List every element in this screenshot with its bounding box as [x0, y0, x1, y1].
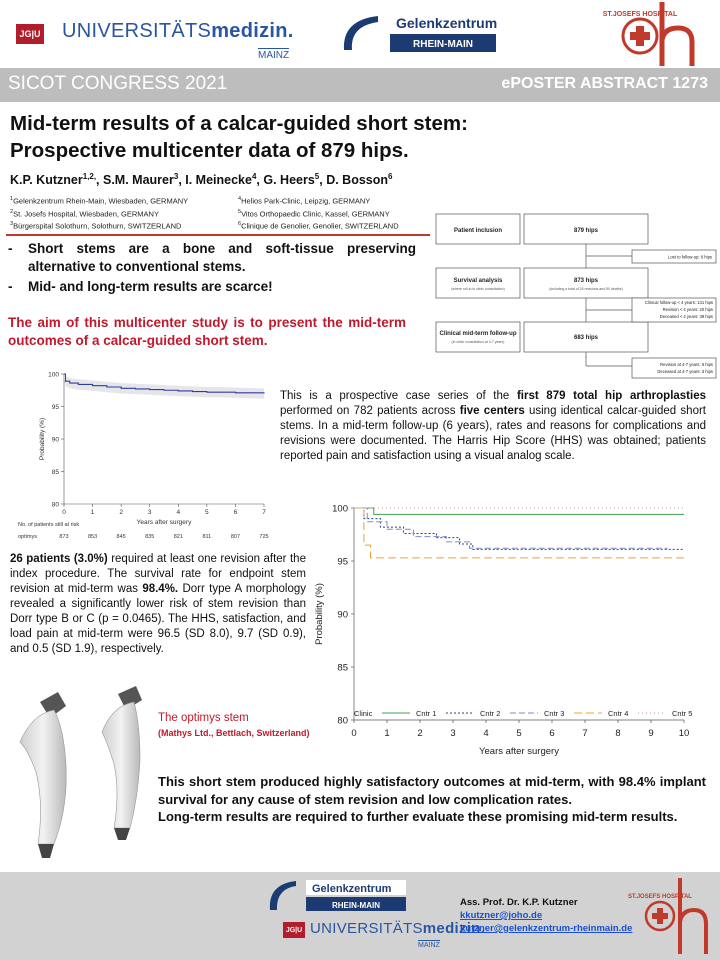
uni-bold: medizin. [211, 20, 294, 42]
flow-side-text: Lost to follow-up: 6 hips [668, 254, 712, 260]
y-tick-label: 85 [51, 469, 59, 476]
footer-stj-text: ST.JOSEFS HOSPITAL [628, 894, 692, 900]
unimedizin-logo [62, 20, 294, 43]
y-tick-label: 80 [337, 715, 348, 727]
conclusion-p1: This short stem produced highly satisfactory outcomes at mid-term, with 98.4% implant survival for any cause of stem revision and low complication rates. [158, 774, 706, 807]
title-line-2: Prospective multicenter data of 879 hips. [10, 139, 409, 162]
y-tick-label: 95 [51, 404, 59, 411]
legend-label: Cntr 4 [608, 709, 629, 718]
footer-gz-sub: RHEIN-MAIN [332, 901, 380, 910]
stem-caption [158, 712, 310, 738]
risk-table-value: 811 [202, 534, 212, 540]
risk-table-title: No. of patients still at risk [18, 522, 80, 528]
risk-table-row-label: optimys [18, 534, 37, 540]
x-tick-label: 9 [648, 728, 654, 739]
x-tick-label: 6 [549, 728, 555, 739]
footer-uni-sub: MAINZ [418, 942, 440, 949]
contact-name: Ass. Prof. Dr. K.P. Kutzner [460, 897, 578, 908]
gz-name: Gelenkzentrum [396, 15, 498, 31]
legend-label: Cntr 1 [416, 709, 437, 718]
legend-label: Cntr 5 [672, 709, 693, 718]
optimys-stem-image [10, 688, 158, 868]
bullet-item: - Short stems are a bone and soft-tissue preserving alternative to conventional stems. [8, 241, 416, 274]
flow-side-text: Deceased at 4-7 years: 3 hips [657, 369, 713, 374]
legend-label: Cntr 3 [544, 709, 565, 718]
author: G. Heers$^5$, [263, 172, 327, 188]
x-tick-label: 4 [483, 728, 489, 739]
author: S.M. Maurer$^3$, [103, 172, 186, 188]
x-axis-label: Years after surgery [136, 519, 192, 526]
poster-title [10, 110, 710, 164]
y-tick-label: 95 [337, 556, 348, 568]
abstract-number: ePOSTER ABSTRACT 1273 [501, 75, 708, 92]
risk-table-value: 853 [87, 534, 98, 540]
author-list [10, 172, 392, 187]
footer-unimedizin-logo: UNIVERSITÄTSmedizin. [310, 920, 486, 937]
y-tick-label: 100 [48, 371, 59, 379]
flow-node-label: Clinical mid-term follow-up [439, 331, 517, 337]
affiliation: $^5$Vitos Orthopaedic Clinic, Kassel, GERMANY [238, 208, 390, 218]
affiliation: $^6$Clinique de Genolier, Genolier, SWITZERLAND [238, 221, 399, 231]
x-tick-label: 6 [233, 509, 238, 516]
affiliations-left [10, 194, 188, 232]
series-line-cntr-4 [354, 508, 684, 558]
survival-chart-by-center [308, 496, 710, 762]
x-tick-label: 10 [678, 728, 690, 739]
st-josefs-logo [602, 0, 702, 68]
conclusion-p2: Long-term results are required to further evaluate these promising mid-term results. [158, 809, 678, 824]
x-tick-label: 5 [205, 509, 209, 516]
x-tick-label: 0 [62, 509, 66, 516]
background-bullets [8, 240, 416, 298]
footer-gz-logo [266, 878, 438, 914]
methods-paragraph: This is a prospective case series of the first 879 total hip arthroplasties performed on 782 patients across five centers using identical calcar-guided short stems. In a mid-term follow-up (6 years), rates and reasons for complications and revisions were documented. The Harris Hip Score (HHS) was obtained; patients reported pain and satisfaction using a visual analog scale. [280, 390, 706, 462]
flow-node-label: Survival analysis [453, 278, 503, 284]
title-line-1: Mid-term results of a calcar-guided short stem: [10, 112, 468, 135]
x-tick-label: 1 [90, 509, 95, 516]
survival-chart-overall [14, 368, 270, 544]
footer-st-josefs-logo [628, 874, 712, 958]
flow-side-text: Revision at 4-7 years: 6 hips [660, 362, 713, 367]
author: I. Meinecke$^4$, [185, 172, 264, 188]
confidence-band [64, 374, 264, 399]
flow-node-value: 879 hips [573, 228, 599, 234]
x-tick-label: 4 [176, 509, 181, 516]
stem-caption-maker: (Mathys Ltd., Bettlach, Switzerland) [158, 728, 310, 738]
uni-sub: MAINZ [258, 50, 290, 61]
y-tick-label: 90 [51, 436, 59, 444]
risk-table-value: 835 [145, 534, 155, 540]
footer-jgu-logo: JG|U [283, 922, 305, 938]
y-axis-label: Probability (%) [314, 583, 325, 645]
y-tick-label: 100 [332, 503, 348, 515]
x-tick-label: 7 [582, 728, 588, 739]
affiliation: $^3$Bürgerspital Solothurn, Solothurn, SWITZERLAND [10, 221, 182, 231]
congress-label: SICOT CONGRESS 2021 [8, 73, 228, 94]
y-axis-label: Probability (%) [39, 417, 46, 461]
aim-statement: The aim of this multicenter study is to present the mid-term outcomes of a calcar-guided short stem. [8, 315, 406, 348]
author: D. Bosson$^6$ [326, 172, 393, 188]
affiliation: $^1$Gelenkzentrum Rhein-Main, Wiesbaden, GERMANY [10, 196, 189, 206]
series-line-cntr-1 [354, 508, 684, 514]
x-tick-label: 0 [351, 728, 357, 739]
patient-flowchart [432, 208, 718, 358]
stem-left [20, 692, 66, 858]
flow-side-text: Revision < 4 years: 20 hips [662, 307, 713, 312]
flow-side-text: Clinical follow-up < 4 years: 131 hips [644, 300, 713, 305]
contact-email-2[interactable]: kutzner@gelenkzentrum-rheinmain.de [460, 923, 633, 934]
risk-table-value: 873 [59, 534, 69, 540]
bullet-item: - Mid- and long-term results are scarce! [8, 279, 273, 294]
y-tick-label: 85 [337, 662, 348, 674]
legend-label: Cntr 2 [480, 709, 501, 718]
x-tick-label: 3 [147, 509, 152, 516]
affiliations-right [238, 194, 399, 232]
y-tick-label: 90 [337, 609, 348, 621]
risk-table-value: 845 [116, 534, 126, 540]
contact-email-1[interactable]: kkutzner@joho.de [460, 910, 543, 921]
flow-node-sub: (where roll-in in clinic consultation) [451, 287, 505, 291]
flow-node-sub: (in clinic consultation at 4-7 years) [451, 340, 505, 344]
x-tick-label: 3 [450, 728, 456, 739]
affiliation: $^2$St. Josefs Hospital, Wiesbaden, GERMANY [10, 208, 159, 218]
gelenkzentrum-logo [338, 12, 498, 56]
footer-gz-name: Gelenkzentrum [312, 883, 392, 895]
stj-text: ST.JOSEFS HOSPITAL [602, 11, 678, 18]
affiliation: $^4$Helios Park-Clinic, Leipzig, GERMANY [238, 196, 371, 206]
stem-right [102, 686, 142, 840]
jgu-logo: JG|U [16, 24, 44, 44]
conclusion [158, 773, 706, 826]
x-axis-label: Years after surgery [479, 746, 559, 757]
x-tick-label: 2 [119, 509, 123, 516]
author: K.P. Kutzner$^{1,2,}$, [10, 172, 103, 188]
uni-prefix: UNIVERSITÄTS [62, 20, 212, 42]
x-tick-label: 5 [516, 728, 522, 739]
risk-table-value: 821 [173, 534, 183, 540]
stem-caption-title: The optimys stem [158, 712, 249, 724]
section-divider [6, 234, 430, 236]
contact-block [460, 896, 632, 935]
x-tick-label: 1 [384, 728, 390, 739]
flow-node-value-sub: (including a total of 26 revisions and 50 deaths) [549, 287, 623, 291]
x-tick-label: 7 [262, 509, 266, 516]
risk-table-value: 807 [230, 534, 241, 540]
legend-title: Clinic [354, 709, 373, 718]
flow-node-value: 873 hips [573, 278, 599, 284]
results-paragraph: 26 patients (3.0%) required at least one revision after the index procedure. The survival rate for endpoint stem revision at mid-term was 98.4%. Dorr type A morphology revealed a significantly lower risk of stem revision than Dorr type B or C (p = 0.0465). The HHS, satisfaction, and load pain at mid-term were 96.5 (SD 8.0), 9.7 (SD 0.9), and 0.5 (SD 1.9), respectively. [10, 553, 306, 655]
flow-side-text: Deceased < 4 years: 39 hips [659, 314, 713, 319]
gz-sub: RHEIN-MAIN [413, 39, 473, 50]
flow-node-value: 683 hips [573, 335, 599, 341]
flow-node-label: Patient inclusion [453, 228, 503, 234]
x-tick-label: 8 [615, 728, 621, 739]
y-tick-label: 80 [51, 501, 59, 509]
risk-table-value: 725 [259, 534, 269, 540]
flowchart-bottom [432, 356, 718, 380]
x-tick-label: 2 [417, 728, 423, 739]
